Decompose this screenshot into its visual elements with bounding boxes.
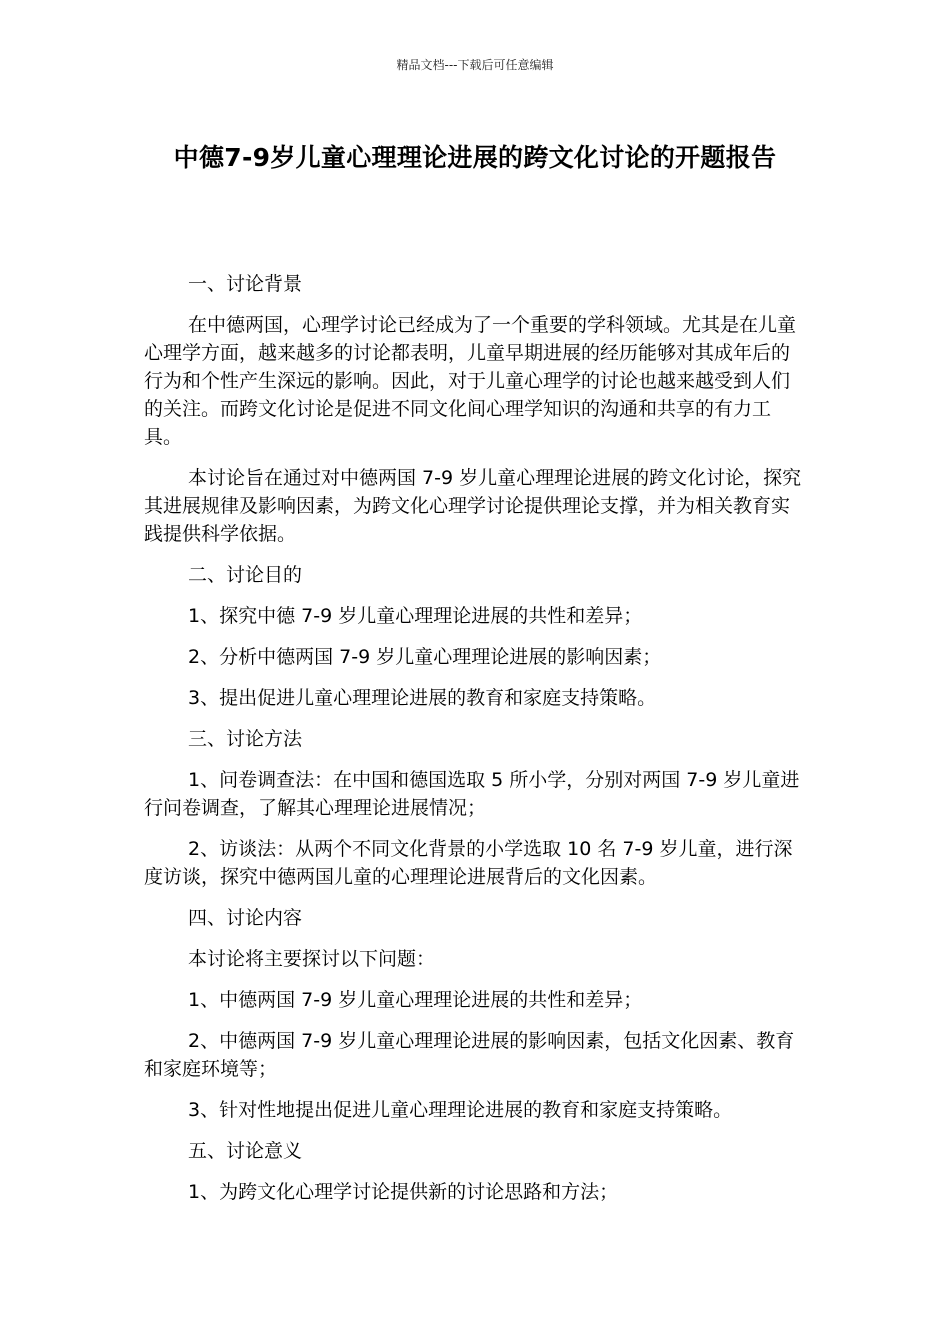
list-item: 2、分析中德两国 7-9 岁儿童心理理论进展的影响因素； bbox=[188, 646, 662, 668]
paragraph: 在中德两国，心理学讨论已经成为了一个重要的学科领域。尤其是在儿童心理学方面，越来越多的讨论都表明，儿童早期进展的经历能够对其成年后的行为和个性产生深远的影响。因此，对于儿童心理学的讨论也越来越受到人们的关注。而跨文化讨论是促进不同文化间心理学知识的沟通和共享的有力工具。 bbox=[144, 314, 797, 448]
section-heading-purpose: 二、讨论目的 bbox=[188, 564, 303, 586]
paragraph: 本讨论旨在通过对中德两国 7-9 岁儿童心理理论进展的跨文化讨论，探究其进展规律及影响因素，为跨文化心理学讨论提供理论支撑，并为相关教育实践提供科学依据。 bbox=[144, 467, 802, 545]
list-item: 3、针对性地提出促进儿童心理理论进展的教育和家庭支持策略。 bbox=[188, 1099, 733, 1121]
section-heading-background: 一、讨论背景 bbox=[188, 273, 303, 295]
document-title: 中德7-9岁儿童心理理论进展的跨文化讨论的开题报告 bbox=[173, 143, 777, 172]
section-heading-significance: 五、讨论意义 bbox=[188, 1140, 303, 1162]
section-heading-content: 四、讨论内容 bbox=[188, 907, 303, 929]
list-item: 1、探究中德 7-9 岁儿童心理理论进展的共性和差异； bbox=[188, 605, 643, 627]
page-header: 精品文档---下载后可任意编辑 bbox=[396, 58, 554, 72]
document-body bbox=[144, 270, 806, 1219]
paragraph: 本讨论将主要探讨以下问题： bbox=[188, 948, 436, 970]
list-item: 1、中德两国 7-9 岁儿童心理理论进展的共性和差异； bbox=[188, 989, 643, 1011]
list-item: 1、问卷调查法：在中国和德国选取 5 所小学，分别对两国 7-9 岁儿童进行问卷调查，了解其心理理论进展情况； bbox=[144, 769, 800, 819]
list-item: 3、提出促进儿童心理理论进展的教育和家庭支持策略。 bbox=[188, 687, 657, 709]
list-item: 2、中德两国 7-9 岁儿童心理理论进展的影响因素，包括文化因素、教育和家庭环境等； bbox=[144, 1030, 795, 1080]
list-item: 2、访谈法：从两个不同文化背景的小学选取 10 名 7-9 岁儿童，进行深度访谈，探究中德两国儿童的心理理论进展背后的文化因素。 bbox=[144, 838, 793, 888]
section-heading-methods: 三、讨论方法 bbox=[188, 728, 303, 750]
list-item: 1、为跨文化心理学讨论提供新的讨论思路和方法； bbox=[188, 1181, 619, 1203]
